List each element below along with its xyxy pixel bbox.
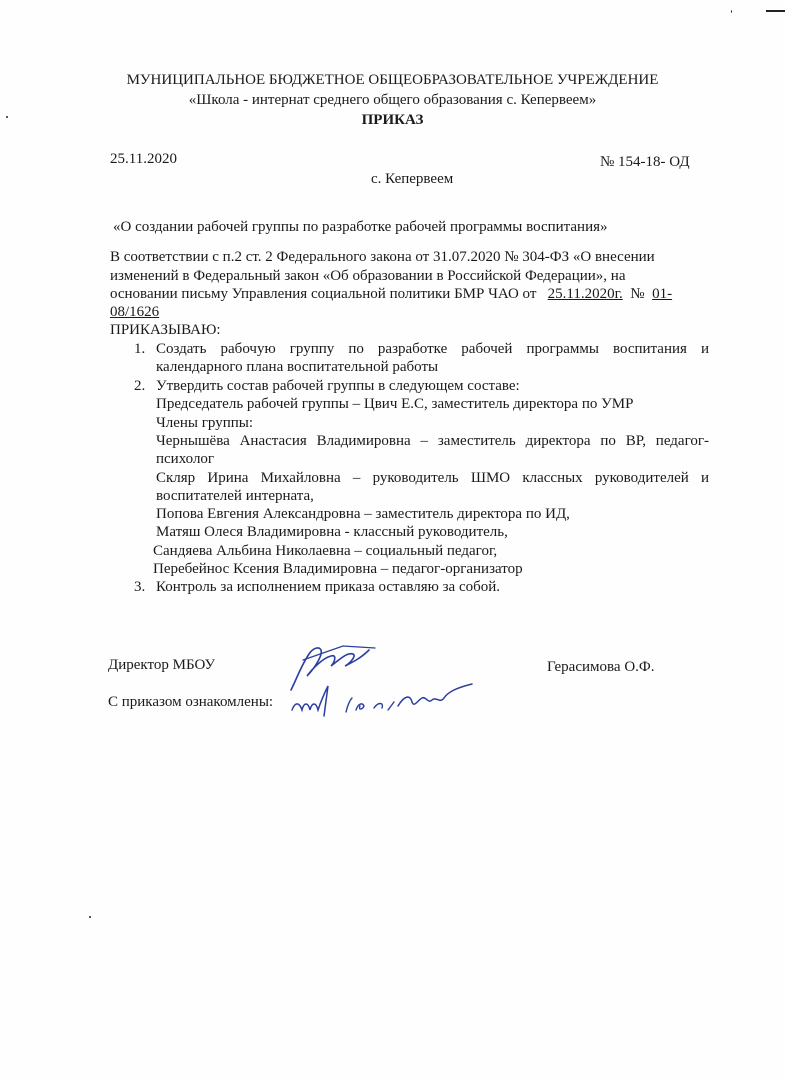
member2-line1: Скляр Ирина Михайловна – руководитель ШМО классных руководителей и xyxy=(156,470,709,486)
member1-line1: Чернышёва Анастасия Владимировна – заместитель директора по ВР, педагог- xyxy=(156,433,709,449)
member2-line2: воспитателей интерната, xyxy=(156,488,314,504)
director-name: Герасимова О.Ф. xyxy=(547,659,655,675)
document-type-title: ПРИКАЗ xyxy=(361,112,424,128)
order-date: 25.11.2020 xyxy=(110,151,177,167)
basis-letter-date: 25.11.2020г. xyxy=(547,286,623,302)
acquainted-label: С приказом ознакомлены: xyxy=(108,694,274,710)
scan-speck xyxy=(6,116,8,118)
item3-number: 3. xyxy=(134,579,146,595)
item1-text-line2: календарного плана воспитательной работы xyxy=(156,359,439,375)
basis-letter-number-end: 08/1626 xyxy=(110,304,160,320)
scan-speck xyxy=(89,916,91,918)
members-label: Члены группы: xyxy=(156,415,254,431)
scan-speck xyxy=(731,10,732,13)
item2-number: 2. xyxy=(134,378,146,394)
director-title: Директор МБОУ xyxy=(108,657,216,673)
member4: Матяш Олеся Владимировна - классный руководитель, xyxy=(156,524,508,540)
org-name-line1: МУНИЦИПАЛЬНОЕ БЮДЖЕТНОЕ ОБЩЕОБРАЗОВАТЕЛЬНОЕ УЧРЕЖДЕНИЕ xyxy=(126,72,659,88)
item1-number: 1. xyxy=(134,341,146,357)
basis-letter-number-start: 01- xyxy=(652,286,673,302)
item2-text: Утвердить состав рабочей группы в следующем составе: xyxy=(156,378,520,394)
acquaintance-signatures xyxy=(288,680,478,722)
item1-text-line1: Создать рабочую группу по разработке рабочей программы воспитания и xyxy=(156,341,709,357)
order-number: № 154-18- ОД xyxy=(600,154,690,170)
basis-line2: изменений в Федеральный закон «Об образовании в Российской Федерации», на xyxy=(110,268,626,284)
basis-line3 xyxy=(110,285,672,304)
basis-line3-prefix: основании письму Управления социальной политики БМР ЧАО от xyxy=(110,286,537,302)
scan-edge-mark xyxy=(766,10,785,12)
member3: Попова Евгения Александровна – заместитель директора по ИД, xyxy=(156,506,570,522)
basis-number-sign: № xyxy=(630,286,645,302)
order-subject: «О создании рабочей группы по разработке рабочей программы воспитания» xyxy=(113,219,608,235)
member5: Сандяева Альбина Николаевна – социальный педагог, xyxy=(153,543,498,559)
order-place: с. Кепервеем xyxy=(371,171,454,187)
group-chair: Председатель рабочей группы – Цвич Е.С, заместитель директора по УМР xyxy=(156,396,634,412)
item3-text: Контроль за исполнением приказа оставляю за собой. xyxy=(156,579,501,595)
org-name-line2: «Школа - интернат среднего общего образования с. Кепервеем» xyxy=(188,92,597,108)
basis-line1: В соответствии с п.2 ст. 2 Федерального закона от 31.07.2020 № 304-ФЗ «О внесении xyxy=(110,249,655,265)
member1-line2: психолог xyxy=(156,451,215,467)
member6: Перебейнос Ксения Владимировна – педагог-организатор xyxy=(153,561,523,577)
order-word: ПРИКАЗЫВАЮ: xyxy=(110,322,221,338)
